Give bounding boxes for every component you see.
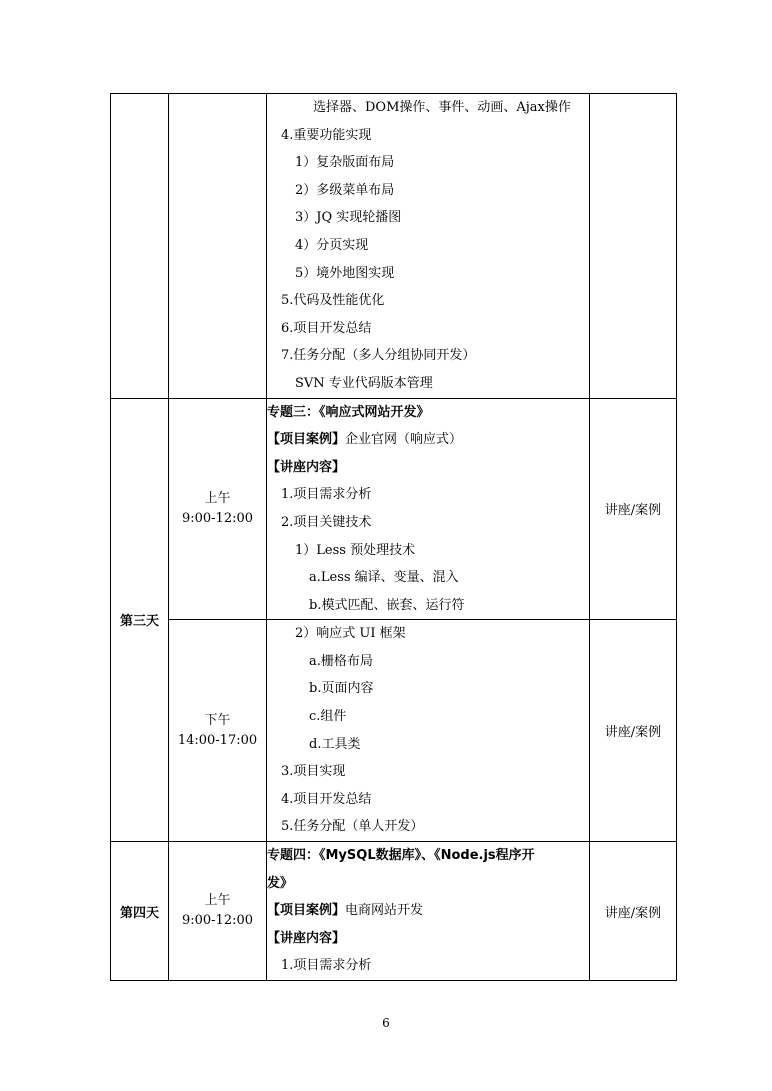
content-line: a.Less 编译、变量、混入 <box>309 570 459 586</box>
content-line: 3）JQ 实现轮播图 <box>295 210 402 226</box>
lecture-label: 【讲座内容】 <box>267 930 346 946</box>
case-value: 电商网站开发 <box>345 903 424 919</box>
day4-morning-row <box>111 842 677 981</box>
content-line: 选择器、DOM操作、事件、动画、Ajax操作 <box>313 100 571 115</box>
content-line: SVN 专业代码版本管理 <box>295 375 433 391</box>
content-line: 5）境外地图实现 <box>295 265 395 281</box>
content-line: b.页面内容 <box>309 681 374 697</box>
topic-title: 专题四：《MySQL数据库》、《Node.js程序开 <box>267 848 535 864</box>
lecture-label: 【讲座内容】 <box>267 459 346 475</box>
content-cell <box>267 620 590 842</box>
case-label: 【项目案例】 <box>267 432 346 448</box>
content-line: 1）Less 预处理技术 <box>295 542 416 558</box>
session-time: 14:00-17:00 <box>177 732 258 748</box>
session-time-cell <box>169 620 267 842</box>
session-time: 9:00-12:00 <box>181 913 254 929</box>
continuation-row <box>111 94 677 399</box>
lecture-format: 讲座/案例 <box>590 620 677 842</box>
schedule-table <box>110 93 677 981</box>
page-number: 6 <box>382 1016 390 1030</box>
content-line: a.栅格布局 <box>309 653 373 669</box>
case-value: 企业官网（响应式） <box>345 432 463 448</box>
topic-title: 专题三：《响应式网站开发》 <box>267 404 430 420</box>
content-line: 7.任务分配（多人分组协同开发） <box>281 348 476 364</box>
session-time: 9:00-12:00 <box>181 510 254 526</box>
case-label: 【项目案例】 <box>267 903 346 919</box>
session-period: 下午 <box>204 712 231 728</box>
content-line: 2）多级菜单布局 <box>295 182 395 198</box>
session-period: 上午 <box>204 893 231 909</box>
session-period: 上午 <box>204 490 231 506</box>
form-cell-empty <box>590 94 677 399</box>
day-cell-empty <box>111 94 169 399</box>
lecture-format: 讲座/案例 <box>590 398 677 620</box>
content-line: 3.项目实现 <box>281 764 346 780</box>
content-line: 1.项目需求分析 <box>281 958 372 974</box>
content-line: 4.项目开发总结 <box>281 791 372 807</box>
content-cell <box>267 842 590 981</box>
content-line: 4.重要功能实现 <box>281 127 372 143</box>
content-line: c.组件 <box>309 709 347 725</box>
session-time-cell <box>169 842 267 981</box>
content-line: 5.代码及性能优化 <box>281 293 385 309</box>
topic-title-cont: 发》 <box>267 875 294 891</box>
content-line: 2）响应式 UI 框架 <box>295 626 406 642</box>
content-line: 1）复杂版面布局 <box>295 155 395 171</box>
content-line: 6.项目开发总结 <box>281 320 372 336</box>
time-cell-empty <box>169 94 267 399</box>
day3-afternoon-row <box>111 620 677 842</box>
content-line: 5.任务分配（单人开发） <box>281 819 424 835</box>
day-label: 第三天 <box>111 398 169 842</box>
content-line: b.模式匹配、嵌套、运行符 <box>309 597 465 613</box>
content-line: 4）分页实现 <box>295 237 369 253</box>
lecture-format: 讲座/案例 <box>590 842 677 981</box>
content-line: 2.项目关键技术 <box>281 514 372 530</box>
content-line: d.工具类 <box>309 736 361 752</box>
session-time-cell <box>169 398 267 620</box>
content-line: 1.项目需求分析 <box>281 487 372 503</box>
day3-morning-row <box>111 398 677 620</box>
content-cell <box>267 94 590 399</box>
day-label: 第四天 <box>111 842 169 981</box>
content-cell <box>267 398 590 620</box>
